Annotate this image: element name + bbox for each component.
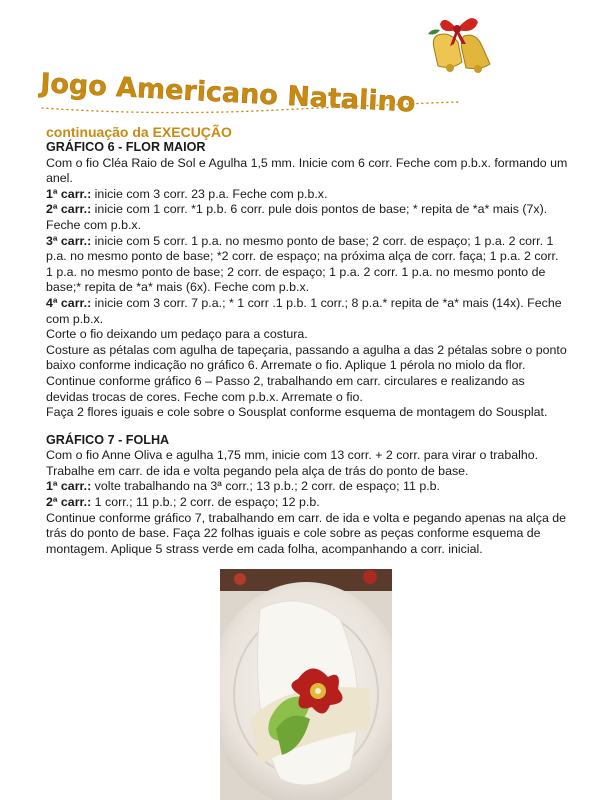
grafico6-row-2	[46, 202, 568, 233]
grafico6-closing-3: Continue conforme gráfico 6 – Passo 2, trabalhando em carr. circulares e realizando as devidas trocas de cores. Feche com p.b.x. Arremate o fio.	[46, 373, 525, 404]
page-title-block	[38, 62, 458, 119]
grafico6-row-3	[46, 234, 568, 296]
row-text: inicie com 3 corr. 23 p.a. Feche com p.b.x.	[91, 186, 328, 201]
napkin-ring-photo	[220, 569, 392, 800]
grafico7-row-2	[46, 495, 568, 511]
row-text: 1 corr.; 11 p.b.; 2 corr. de espaço; 12 p.b.	[91, 495, 320, 510]
grafico6-closing-1: Corte o fio deixando um pedaço para a costura.	[46, 327, 308, 342]
row-label: 1ª carr.:	[46, 186, 92, 201]
grafico6-title: GRÁFICO 6 - FLOR MAIOR	[46, 140, 206, 154]
page-title: Jogo Americano Natalino	[39, 68, 417, 119]
grafico7-title: GRÁFICO 7 - FOLHA	[46, 432, 170, 447]
row-text: inicie com 5 corr. 1 p.a. no mesmo ponto de base; 2 corr. de espaço; 1 p.a. 2 corr. 1 p.a. no mesmo ponto de base; *2 corr. de espaço; na próxima alça de corr. faça; 1 p.a. 2 corr. 1 p.a. no mesmo ponto de base; 2 corr. de espaço; 1 p.a. 2 corr. 1 p.a. no mesmo ponto de base;* repita de *a* mais (6x). Feche com p.b.x.	[46, 233, 559, 295]
grafico6-closing-4: Faça 2 flores iguais e cole sobre o Sousplat conforme esquema de montagem do Sousplat.	[46, 405, 548, 420]
grafico7-row-1	[46, 479, 568, 495]
grafico7-closing-1: Continue conforme gráfico 7, trabalhando em carr. de ida e volta e pegando apenas na alça de trás do ponto de base. Faça 22 folhas iguais e cole sobre as peças conforme esquema de montagem. Aplique 5 strass verde em cada folha, acompanhando a corr. inicial.	[46, 510, 567, 556]
grafico6-intro: Com o fio Cléa Raio de Sol e Agulha 1,5 mm. Inicie com 6 corr. Feche com p.b.x. formando um anel.	[46, 155, 568, 186]
row-label: 2ª carr.:	[46, 202, 92, 217]
row-text: inicie com 1 corr. *1 p.b. 6 corr. pule dois pontos de base; * repita de *a* mais (7x). Feche com p.b.x.	[46, 202, 548, 232]
row-label: 4ª carr.:	[46, 295, 92, 310]
instructions-content	[46, 124, 568, 557]
row-text: inicie com 3 corr. 7 p.a.; * 1 corr .1 p.b. 1 corr.; 8 p.a.* repita de *a* mais (14x). Feche com p.b.x.	[46, 295, 562, 326]
row-text: volte trabalhando na 3ª corr.; 13 p.b.; 2 corr. de espaço; 11 p.b.	[91, 479, 440, 494]
christmas-bells-icon	[418, 6, 498, 86]
grafico6-row-1	[46, 187, 568, 203]
grafico6-row-4	[46, 296, 568, 327]
row-label: 1ª carr.:	[46, 479, 92, 494]
section-spacer	[46, 421, 568, 433]
grafico6-closing-2: Costure as pétalas com agulha de tapeçaria, passando a agulha a das 2 pétalas sobre o ponto baixo conforme indicação no gráfico 6. Arremate o fio. Aplique 1 pérola no miolo da flor.	[46, 342, 567, 373]
watermark: PassionForum.ru	[525, 787, 604, 798]
row-label: 3ª carr.:	[46, 233, 92, 248]
section-heading: continuação da EXECUÇÃO	[46, 124, 232, 140]
grafico7-intro: Com o fio Anne Oliva e agulha 1,75 mm, inicie com 13 corr. + 2 corr. para virar o trabalho. Trabalhe em carr. de ida e volta pegando pela alça de trás do ponto de base.	[46, 448, 539, 478]
page-title-graphic	[38, 62, 458, 122]
row-label: 2ª carr.:	[46, 495, 92, 510]
